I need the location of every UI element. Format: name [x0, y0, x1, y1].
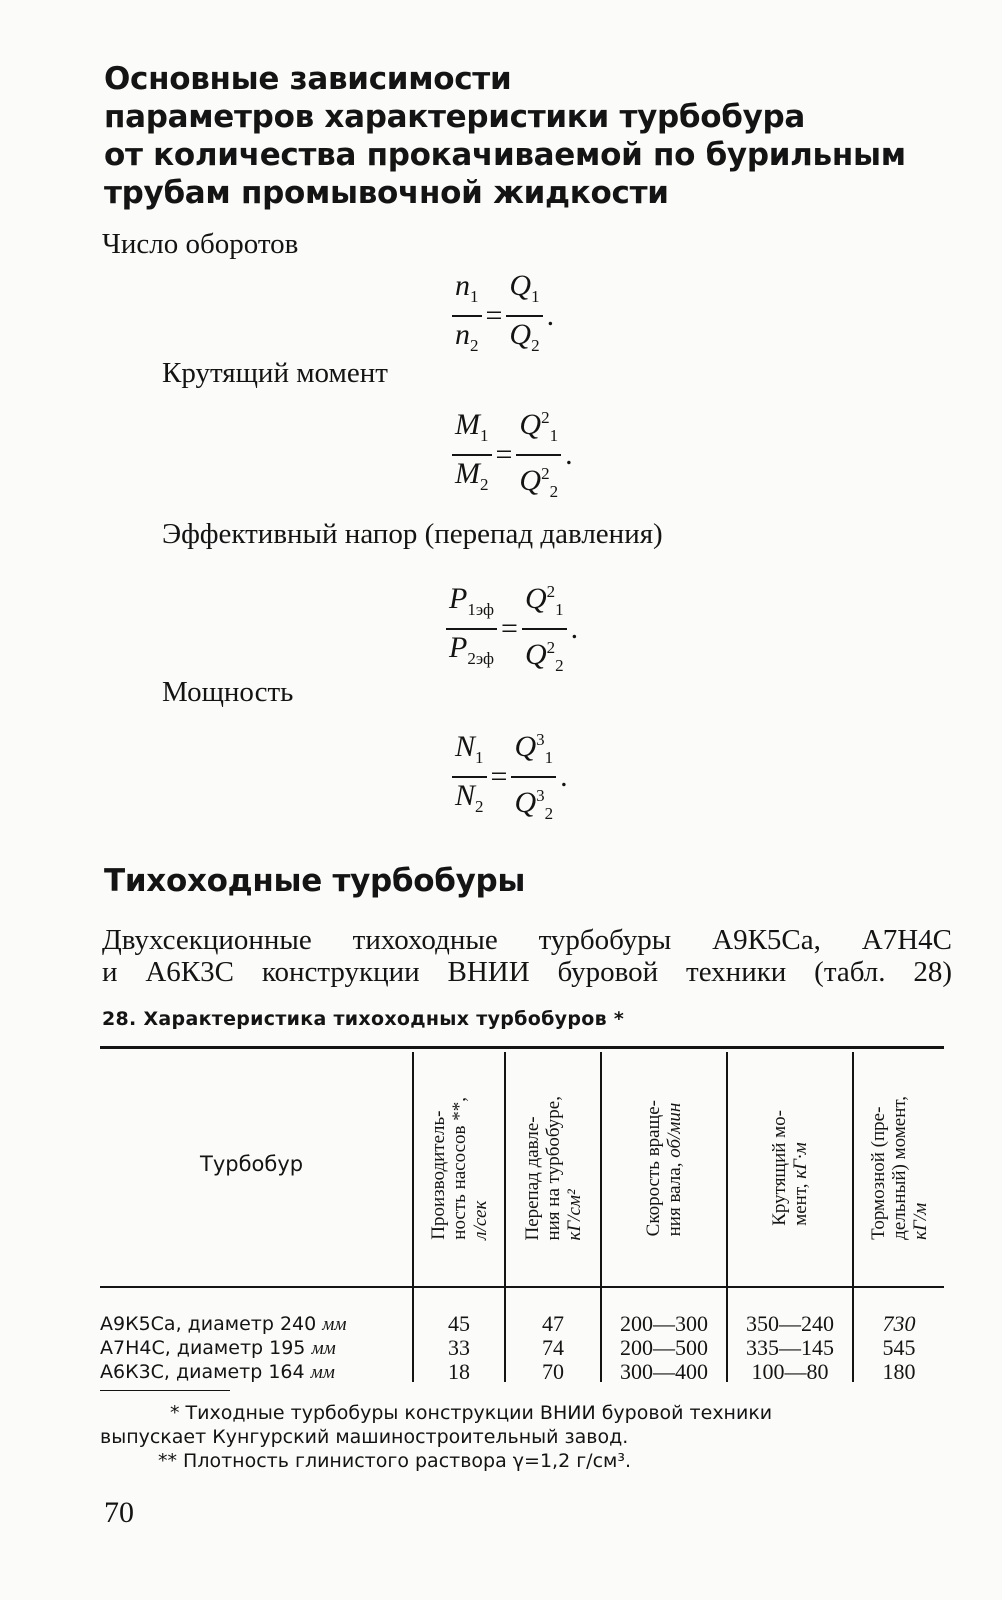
table-cell: 335—145 — [746, 1335, 834, 1360]
formula-label-power: Мощность — [162, 676, 294, 708]
table-cell: 45 — [448, 1311, 470, 1336]
table-cell: 200—500 — [620, 1335, 708, 1360]
title-line: Основные зависимости — [104, 61, 512, 97]
table-cell: 18 — [448, 1359, 470, 1384]
formula-label-torque: Крутящий момент — [162, 357, 388, 389]
intro-paragraph — [102, 924, 952, 988]
table-header-pressure-drop: Перепад давле- ния на турбобуре, кГ/см² — [521, 1095, 585, 1241]
table-cell: 200—300 — [620, 1311, 708, 1336]
formula-power: $\frac{N_1}{N_2}$ = $\frac{Q^3_1}{Q^3_2}$ . — [452, 722, 568, 832]
footnote-rule — [100, 1390, 230, 1391]
table-header-shaft-speed: Скорость враще- ния вала, об/мин — [643, 1099, 685, 1237]
formula-rpm: $\frac{n_1}{n_2}$ = $\frac{Q_1}{Q_2}$ . — [452, 268, 554, 364]
footnote-2: ** Плотность глинистого раствора γ=1,2 г/см³. — [158, 1450, 632, 1472]
paragraph-line: и А6К3С конструкции ВНИИ буровой техники (табл. 28) — [102, 956, 952, 988]
footnote-1-line-1: * Тиходные турбобуры конструкции ВНИИ буровой техники — [170, 1402, 773, 1424]
table-header-rule — [100, 1286, 944, 1288]
paragraph-line: Двухсекционные тихоходные турбобуры А9К5Са, А7Н4С — [102, 924, 952, 956]
table-row-name: А9К5Са, диаметр 240 мм — [100, 1313, 347, 1335]
table-top-rule — [100, 1046, 944, 1049]
formula-pressure: $\frac{P_{1эф}}{P_{2эф}}$ = $\frac{Q^2_1}{Q^2_2}$ . — [446, 574, 578, 684]
formula-label-pressure: Эффективный напор (перепад давления) — [162, 518, 663, 550]
table-row-name: А6К3С, диаметр 164 мм — [100, 1361, 335, 1383]
table-cell: 180 — [882, 1359, 916, 1384]
title-line: трубам промывочной жидкости — [104, 175, 669, 211]
table-cell: 350—240 — [746, 1311, 834, 1336]
table-cell: 33 — [448, 1335, 470, 1360]
table-cell: 47 — [542, 1311, 564, 1336]
section-title-dependencies — [104, 60, 906, 212]
table-cell: 545 — [882, 1335, 916, 1360]
formula-torque: $\frac{M_1}{M_2}$ = $\frac{Q^2_1}{Q^2_2}$ . — [452, 400, 573, 510]
title-line: от количества прокачиваемой по бурильным — [104, 137, 906, 173]
table-row-name: А7Н4С, диаметр 195 мм — [100, 1337, 336, 1359]
table-cell: 74 — [542, 1335, 564, 1360]
table-header-pump-capacity: Производитель- ность насосов **, л/сек — [427, 1096, 491, 1240]
formula-lhs: $\frac{n_1}{n_2}$ — [452, 268, 482, 364]
formula-rhs: $\frac{Q_1}{Q_2}$ — [506, 268, 542, 364]
table-cell: 730 — [882, 1311, 916, 1336]
table-caption: 28. Характеристика тихоходных турбобуров * — [102, 1008, 625, 1030]
table-header-torque: Крутящий мо- мент, кГ·м — [769, 1110, 811, 1226]
table-cell: 300—400 — [620, 1359, 708, 1384]
table-header-turbodrill: Турбобур — [200, 1152, 304, 1176]
title-line: параметров характеристики турбобура — [104, 99, 806, 135]
table-cell: 70 — [542, 1359, 564, 1384]
table-cell: 100—80 — [751, 1359, 829, 1384]
footnote-1-line-2: выпускает Кунгурский машиностроительный завод. — [100, 1426, 629, 1448]
section-title-slow-turbodrills: Тихоходные турбобуры — [104, 863, 526, 899]
table-header-braking-torque: Тормозной (пре- дельный) момент, кГ/м — [867, 1096, 931, 1240]
page-number: 70 — [104, 1496, 134, 1529]
formula-label-rpm: Число оборотов — [102, 228, 299, 260]
